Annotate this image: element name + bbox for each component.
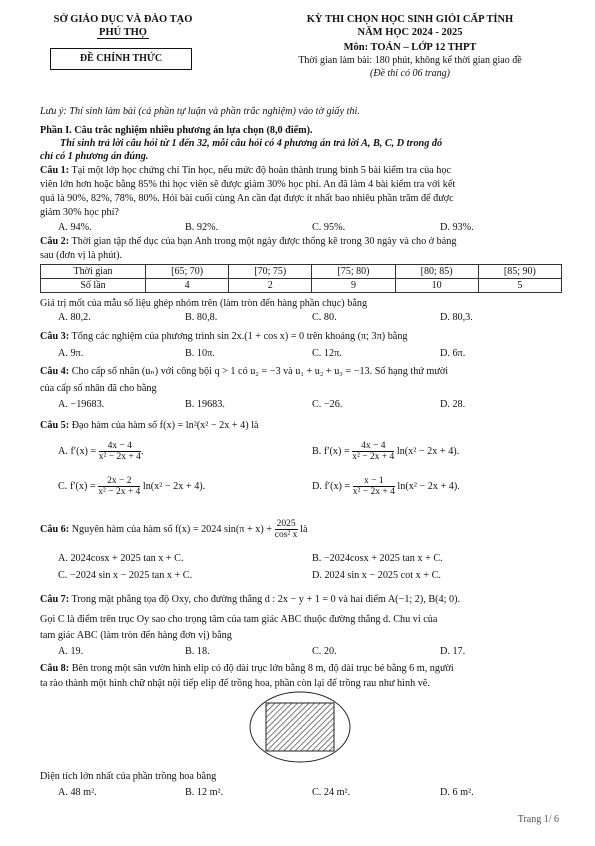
q7-line-1 <box>40 593 562 606</box>
q1-line-3: quả là 90%, 82%, 78%, 80%. Hỏi bài cuối cùng An cần đạt được ít nhất bao nhiêu phần trăm để được <box>40 193 454 204</box>
q1-line-4: giảm 30% học phí? <box>40 207 119 218</box>
q4-option-c: C. −26. <box>312 399 343 410</box>
q5-d-prefix: D. f′(x) = <box>312 480 351 492</box>
department-name: SỞ GIÁO DỤC VÀ ĐÀO TẠO <box>53 14 193 25</box>
q2-option-a: A. 80,2. <box>58 312 91 323</box>
q5-c-prefix: C. f′(x) = <box>58 480 96 492</box>
table-cell-interval: [70; 75) <box>229 265 312 279</box>
q8-option-c: C. 24 m². <box>312 787 351 798</box>
q6-option-a: A. 2024cosx + 2025 tan x + C. <box>58 553 184 564</box>
q4-line-2: của cấp số nhân đã cho bằng <box>40 383 157 394</box>
q5-d-fraction <box>353 476 395 497</box>
table-cell-interval: [75; 80) <box>312 265 395 279</box>
q5-b-suffix: ln(x² − 2x + 4). <box>396 445 460 457</box>
q5-a-fraction <box>99 441 141 462</box>
q4-label: Câu 4: <box>40 366 70 377</box>
q1-text-1: Tại một lớp học chứng chỉ Tin học, nếu mức độ hoàn thành trung bình 5 bài kiểm tra của học <box>71 165 451 176</box>
page-count: (Đề thi có 06 trang) <box>370 68 450 79</box>
q2-option-d: D. 80,3. <box>440 312 473 323</box>
q4-text-1: Cho cấp số nhân (uₙ) với công bội q > 1 có u₂ = −3 và u₁ + u₂ + u₃ = −13. Số hạng thứ mười <box>71 366 449 377</box>
province-name <box>28 27 218 38</box>
q3-option-d: D. 6π. <box>440 348 466 359</box>
q4-option-d: D. 28. <box>440 399 466 410</box>
q7-option-b: B. 18. <box>185 646 210 657</box>
q4-option-a: A. −19683. <box>58 399 105 410</box>
flower-bed-rectangle <box>266 703 334 751</box>
q1-label: Câu 1: <box>40 165 70 176</box>
table-row-counts <box>41 279 562 293</box>
q2-option-c: C. 80. <box>312 312 337 323</box>
q1-line-2: viên lớn hơn hoặc bằng 85% thì học viên sẽ được giảm 30% học phí. An đã làm 4 bài kiểm tra với kết <box>40 179 456 190</box>
q7-option-a: A. 19. <box>58 646 84 657</box>
school-year: NĂM HỌC 2024 - 2025 <box>357 27 463 38</box>
frequency-table <box>40 264 562 293</box>
time-limit: Thời gian làm bài: 180 phút, không kể thời gian giao đề <box>298 55 522 66</box>
table-header-time: Thời gian <box>41 265 146 279</box>
q5-d-denominator: x² − 2x + 4 <box>352 487 395 497</box>
q5-c-numerator: 2x − 2 <box>98 476 140 487</box>
q7-option-c: C. 20. <box>312 646 337 657</box>
q5-option-c <box>58 476 205 497</box>
q8-option-b: B. 12 m². <box>185 787 224 798</box>
part1-instruction-2: chỉ có 1 phương án đúng. <box>40 151 149 162</box>
table-cell-interval: [65; 70) <box>146 265 229 279</box>
q6-denominator: cos² x <box>274 530 298 540</box>
table-cell-count: 4 <box>146 279 229 293</box>
q5-a-suffix: . <box>140 445 144 457</box>
q3-line <box>40 330 562 343</box>
q6-option-d: D. 2024 sin x − 2025 cot x + C. <box>312 570 441 581</box>
q7-label: Câu 7: <box>40 594 70 605</box>
q5-c-denominator: x² − 2x + 4 <box>98 487 141 497</box>
note: Lưu ý: Thí sinh làm bài (cả phần tự luận và phần trắc nghiệm) vào tờ giấy thi. <box>40 106 360 117</box>
q8-line-3: Diện tích lớn nhất của phần trồng hoa bằng <box>40 771 217 782</box>
official-badge: ĐỀ CHÍNH THỨC <box>50 48 192 70</box>
q5-label: Câu 5: <box>40 420 70 431</box>
table-cell-count: 2 <box>229 279 312 293</box>
q8-line-2: ta rào thành một hình chữ nhật nội tiếp elip để trồng hoa, phần còn lại để trồng rau như hình vẽ. <box>40 678 430 689</box>
q2-label: Câu 2: <box>40 236 70 247</box>
table-cell-count: 10 <box>395 279 478 293</box>
q5-option-b <box>312 441 459 462</box>
part1-instruction-1: Thí sinh trả lời câu hỏi từ 1 đến 32, mỗi câu hỏi có 4 phương án trả lời A, B, C, D trong đó <box>60 138 443 149</box>
q5-b-numerator: 4x − 4 <box>352 441 394 452</box>
table-cell-interval: [85; 90) <box>478 265 561 279</box>
q4-line-1 <box>40 365 562 378</box>
q5-b-fraction <box>352 441 394 462</box>
q8-label: Câu 8: <box>40 663 70 674</box>
q5-option-d <box>312 476 460 497</box>
q8-text-1: Bên trong một sân vườn hình elip có độ dài trục lớn bằng 8 m, độ dài trục bé bằng 6 m, người <box>71 663 454 674</box>
q5-a-prefix: A. f′(x) = <box>58 445 97 457</box>
q4-option-b: B. 19683. <box>185 399 225 410</box>
exam-title: KỲ THI CHỌN HỌC SINH GIỎI CẤP TỈNH <box>306 14 514 25</box>
q3-option-c: C. 12π. <box>312 348 342 359</box>
q5-c-fraction <box>98 476 140 497</box>
q5-a-numerator: 4x − 4 <box>99 441 141 452</box>
q5-option-a <box>58 441 143 462</box>
q5-line <box>40 419 562 432</box>
q1-option-d: D. 93%. <box>440 222 474 233</box>
q6-label: Câu 6: <box>40 523 70 535</box>
q1-option-b: B. 92%. <box>185 222 219 233</box>
q3-option-b: B. 10π. <box>185 348 215 359</box>
table-header-count: Số lần <box>41 279 146 293</box>
q3-label: Câu 3: <box>40 331 70 342</box>
province-text: PHÚ THỌ <box>99 27 147 38</box>
q2-line-1 <box>40 235 562 248</box>
page-number: Trang 1/ 6 <box>517 814 559 825</box>
q6-option-c: C. −2024 sin x − 2025 tan x + C. <box>58 570 193 581</box>
q7-line-2: Gọi C là điểm trên trục Oy sao cho trọng tâm của tam giác ABC thuộc đường thẳng d. Chu vi của <box>40 614 438 625</box>
q7-line-3: tam giác ABC (làm tròn đến hàng đơn vị) bằng <box>40 630 232 641</box>
q2-line-3: Giá trị mốt của mẫu số liệu ghép nhóm trên (làm tròn đến hàng phần chục) bằng <box>40 298 368 309</box>
table-cell-interval: [80; 85) <box>395 265 478 279</box>
q5-b-prefix: B. f′(x) = <box>312 445 350 457</box>
part1-title: Phần I. Câu trắc nghiệm nhiều phương án lựa chọn (8,0 điểm). <box>40 125 313 136</box>
table-cell-count: 5 <box>478 279 561 293</box>
table-cell-count: 9 <box>312 279 395 293</box>
q8-line-1 <box>40 662 562 675</box>
q3-text: Tổng các nghiệm của phương trình sin 2x.(1 + cos x) = 0 trên khoảng (π; 3π) bằng <box>71 331 408 342</box>
q6-fraction <box>275 519 298 540</box>
table-row-intervals <box>41 265 562 279</box>
q1-option-c: C. 95%. <box>312 222 346 233</box>
q5-d-numerator: x − 1 <box>353 476 395 487</box>
q7-option-d: D. 17. <box>440 646 466 657</box>
q6-text-pre: Nguyên hàm của hàm số f(x) = 2024 sin(π + x) + <box>71 523 273 535</box>
ellipse-garden-figure <box>248 690 352 764</box>
q6-option-b: B. −2024cosx + 2025 tan x + C. <box>312 553 443 564</box>
q2-line-2: sau (đơn vị là phút). <box>40 250 123 261</box>
q8-option-a: A. 48 m². <box>58 787 97 798</box>
q6-text-post: là <box>300 523 308 535</box>
q5-c-suffix: ln(x² − 2x + 4). <box>142 480 206 492</box>
q6-line <box>40 519 562 540</box>
q5-b-denominator: x² − 2x + 4 <box>352 452 395 462</box>
q7-text-1: Trong mặt phẳng tọa độ Oxy, cho đường thẳng d : 2x − y + 1 = 0 và hai điểm A(−1; 2), B(4; 0). <box>71 594 461 605</box>
subject-line: Môn: TOÁN – LỚP 12 THPT <box>343 42 477 53</box>
q5-a-denominator: x² − 2x + 4 <box>98 452 141 462</box>
q2-text-1: Thời gian tập thể dục của bạn Anh trong một ngày được thống kê trong 30 ngày và cho ở bảng <box>71 236 457 247</box>
q6-numerator: 2025 <box>276 519 296 529</box>
q5-text: Đạo hàm của hàm số f(x) = ln²(x² − 2x + 4) là <box>71 420 259 431</box>
q1-line-1 <box>40 164 562 177</box>
q2-option-b: B. 80,8. <box>185 312 218 323</box>
q5-d-suffix: ln(x² − 2x + 4). <box>397 480 460 492</box>
q1-option-a: A. 94%. <box>58 222 92 233</box>
q3-option-a: A. 9π. <box>58 348 84 359</box>
q8-option-d: D. 6 m². <box>440 787 474 798</box>
